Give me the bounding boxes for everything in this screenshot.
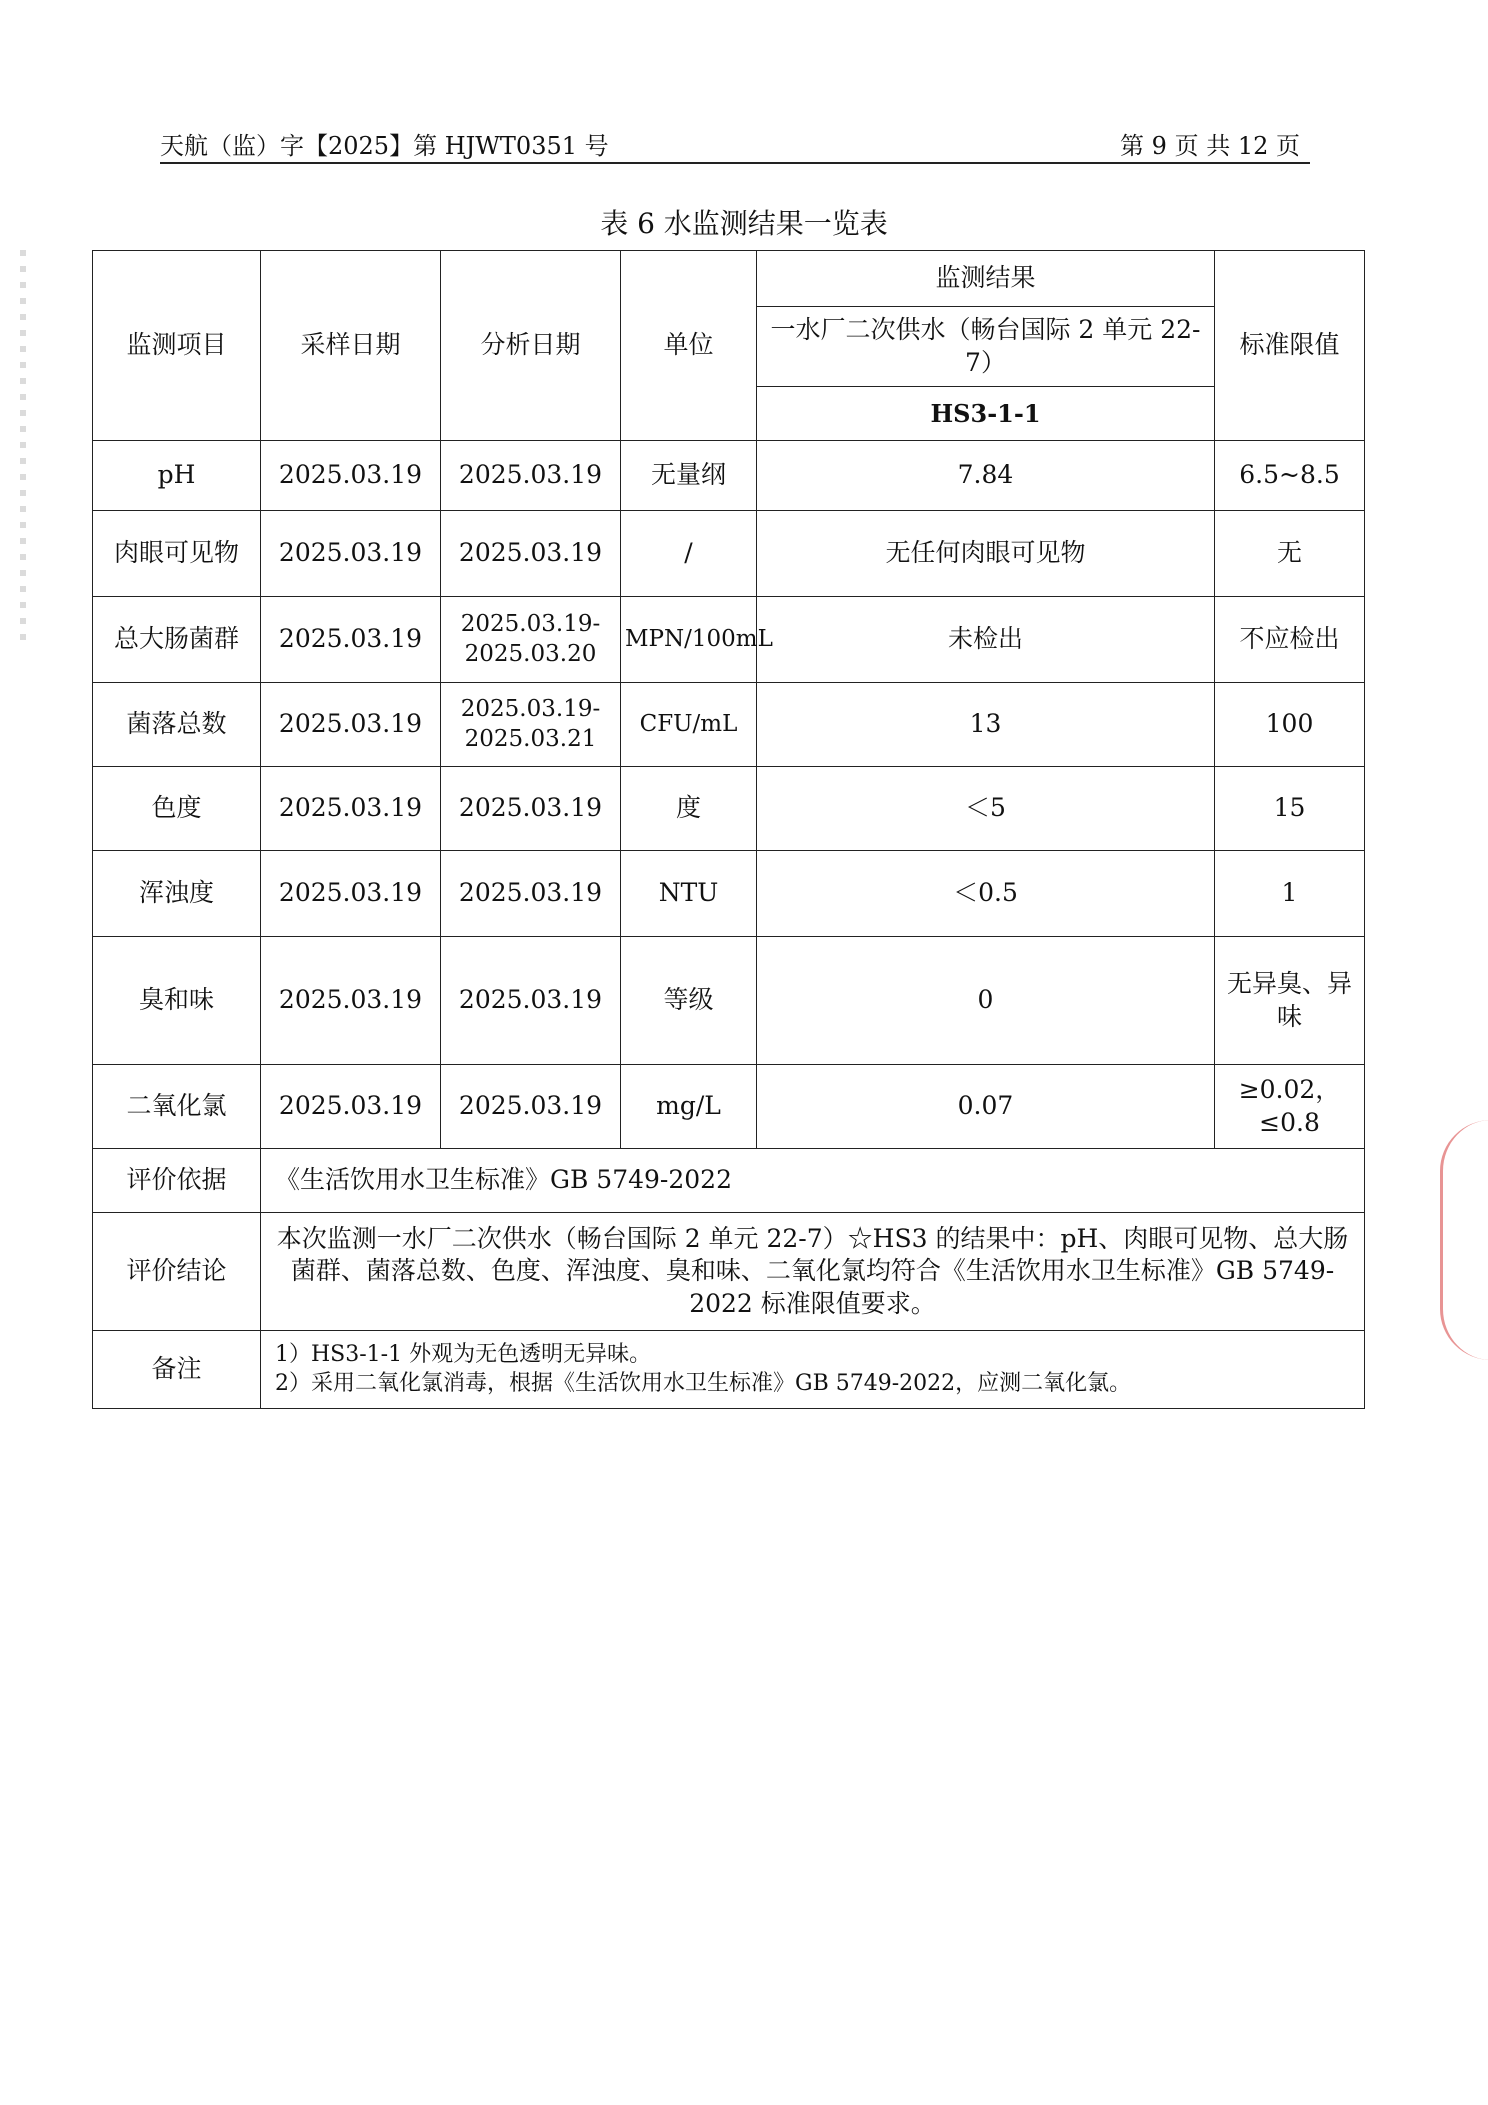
cell-unit: 度 bbox=[621, 767, 757, 851]
cell-result: ＜0.5 bbox=[757, 851, 1215, 937]
cell-unit: NTU bbox=[621, 851, 757, 937]
cell-sample-date: 2025.03.19 bbox=[261, 851, 441, 937]
cell-item: pH bbox=[93, 441, 261, 511]
col-location: 一水厂二次供水（畅台国际 2 单元 22-7） bbox=[757, 307, 1215, 387]
table-row bbox=[93, 1065, 1365, 1149]
col-sample-date: 采样日期 bbox=[261, 251, 441, 441]
cell-result: 13 bbox=[757, 683, 1215, 767]
cell-analysis-date: 2025.03.19 bbox=[441, 441, 621, 511]
col-sample-code: HS3-1-1 bbox=[757, 387, 1215, 441]
doc-number: 天航（监）字【2025】第 HJWT0351 号 bbox=[160, 132, 609, 160]
conclusion-text: 本次监测一水厂二次供水（畅台国际 2 单元 22-7）☆HS3 的结果中：pH、肉眼可见物、总大肠菌群、菌落总数、色度、浑浊度、臭和味、二氧化氯均符合《生活饮用水卫生标准》GB 5749-2022 标准限值要求。 bbox=[261, 1213, 1365, 1331]
table-row bbox=[93, 937, 1365, 1065]
basis-row bbox=[93, 1149, 1365, 1213]
results-table bbox=[92, 250, 1365, 1409]
cell-unit: 等级 bbox=[621, 937, 757, 1065]
cell-limit: 100 bbox=[1215, 683, 1365, 767]
cell-limit: ≥0.02，≤0.8 bbox=[1215, 1065, 1365, 1149]
remark-line-2: 2）采用二氧化氯消毒，根据《生活饮用水卫生标准》GB 5749-2022，应测二氧化氯。 bbox=[275, 1370, 1132, 1396]
table-row bbox=[93, 767, 1365, 851]
table-title: 表 6 水监测结果一览表 bbox=[600, 207, 888, 240]
cell-unit: / bbox=[621, 511, 757, 597]
table-row bbox=[93, 683, 1365, 767]
cell-limit: 6.5~8.5 bbox=[1215, 441, 1365, 511]
cell-sample-date: 2025.03.19 bbox=[261, 511, 441, 597]
cell-sample-date: 2025.03.19 bbox=[261, 767, 441, 851]
cell-analysis-date: 2025.03.19-2025.03.21 bbox=[441, 683, 621, 767]
cell-limit: 15 bbox=[1215, 767, 1365, 851]
cell-result: 无任何肉眼可见物 bbox=[757, 511, 1215, 597]
table-row bbox=[93, 441, 1365, 511]
col-limit: 标准限值 bbox=[1215, 251, 1365, 441]
cell-result: 7.84 bbox=[757, 441, 1215, 511]
cell-item: 色度 bbox=[93, 767, 261, 851]
cell-analysis-date: 2025.03.19 bbox=[441, 767, 621, 851]
table-row bbox=[93, 851, 1365, 937]
cell-unit: CFU/mL bbox=[621, 683, 757, 767]
conclusion-row bbox=[93, 1213, 1365, 1331]
cell-analysis-date: 2025.03.19-2025.03.20 bbox=[441, 597, 621, 683]
basis-label: 评价依据 bbox=[93, 1149, 261, 1213]
table-row bbox=[93, 511, 1365, 597]
col-item: 监测项目 bbox=[93, 251, 261, 441]
table-row bbox=[93, 597, 1365, 683]
cell-limit: 1 bbox=[1215, 851, 1365, 937]
col-unit: 单位 bbox=[621, 251, 757, 441]
cell-item: 菌落总数 bbox=[93, 683, 261, 767]
conclusion-label: 评价结论 bbox=[93, 1213, 261, 1331]
header-row bbox=[93, 251, 1365, 307]
page-info: 第 9 页 共 12 页 bbox=[1120, 132, 1300, 160]
cell-limit: 无异臭、异味 bbox=[1215, 937, 1365, 1065]
cell-result: 未检出 bbox=[757, 597, 1215, 683]
cell-unit: MPN/100mL bbox=[621, 597, 757, 683]
cell-item: 臭和味 bbox=[93, 937, 261, 1065]
binding-edge-marks bbox=[20, 250, 26, 650]
basis-text: 《生活饮用水卫生标准》GB 5749-2022 bbox=[261, 1149, 1365, 1213]
cell-item: 肉眼可见物 bbox=[93, 511, 261, 597]
cell-analysis-date: 2025.03.19 bbox=[441, 511, 621, 597]
seal-stamp-edge bbox=[1440, 1120, 1488, 1360]
cell-item: 浑浊度 bbox=[93, 851, 261, 937]
cell-sample-date: 2025.03.19 bbox=[261, 597, 441, 683]
cell-sample-date: 2025.03.19 bbox=[261, 1065, 441, 1149]
cell-item: 总大肠菌群 bbox=[93, 597, 261, 683]
cell-result: ＜5 bbox=[757, 767, 1215, 851]
remarks-text bbox=[261, 1331, 1365, 1409]
cell-analysis-date: 2025.03.19 bbox=[441, 937, 621, 1065]
cell-analysis-date: 2025.03.19 bbox=[441, 851, 621, 937]
cell-sample-date: 2025.03.19 bbox=[261, 683, 441, 767]
cell-unit: mg/L bbox=[621, 1065, 757, 1149]
cell-limit: 无 bbox=[1215, 511, 1365, 597]
col-analysis-date: 分析日期 bbox=[441, 251, 621, 441]
cell-result: 0.07 bbox=[757, 1065, 1215, 1149]
cell-limit: 不应检出 bbox=[1215, 597, 1365, 683]
remarks-label: 备注 bbox=[93, 1331, 261, 1409]
remarks-row bbox=[93, 1331, 1365, 1409]
cell-unit: 无量纲 bbox=[621, 441, 757, 511]
cell-result: 0 bbox=[757, 937, 1215, 1065]
col-result-group: 监测结果 bbox=[757, 251, 1215, 307]
page-header bbox=[160, 122, 1310, 164]
remark-line-1: 1）HS3-1-1 外观为无色透明无异味。 bbox=[275, 1341, 652, 1367]
cell-analysis-date: 2025.03.19 bbox=[441, 1065, 621, 1149]
cell-sample-date: 2025.03.19 bbox=[261, 937, 441, 1065]
cell-item: 二氧化氯 bbox=[93, 1065, 261, 1149]
cell-sample-date: 2025.03.19 bbox=[261, 441, 441, 511]
